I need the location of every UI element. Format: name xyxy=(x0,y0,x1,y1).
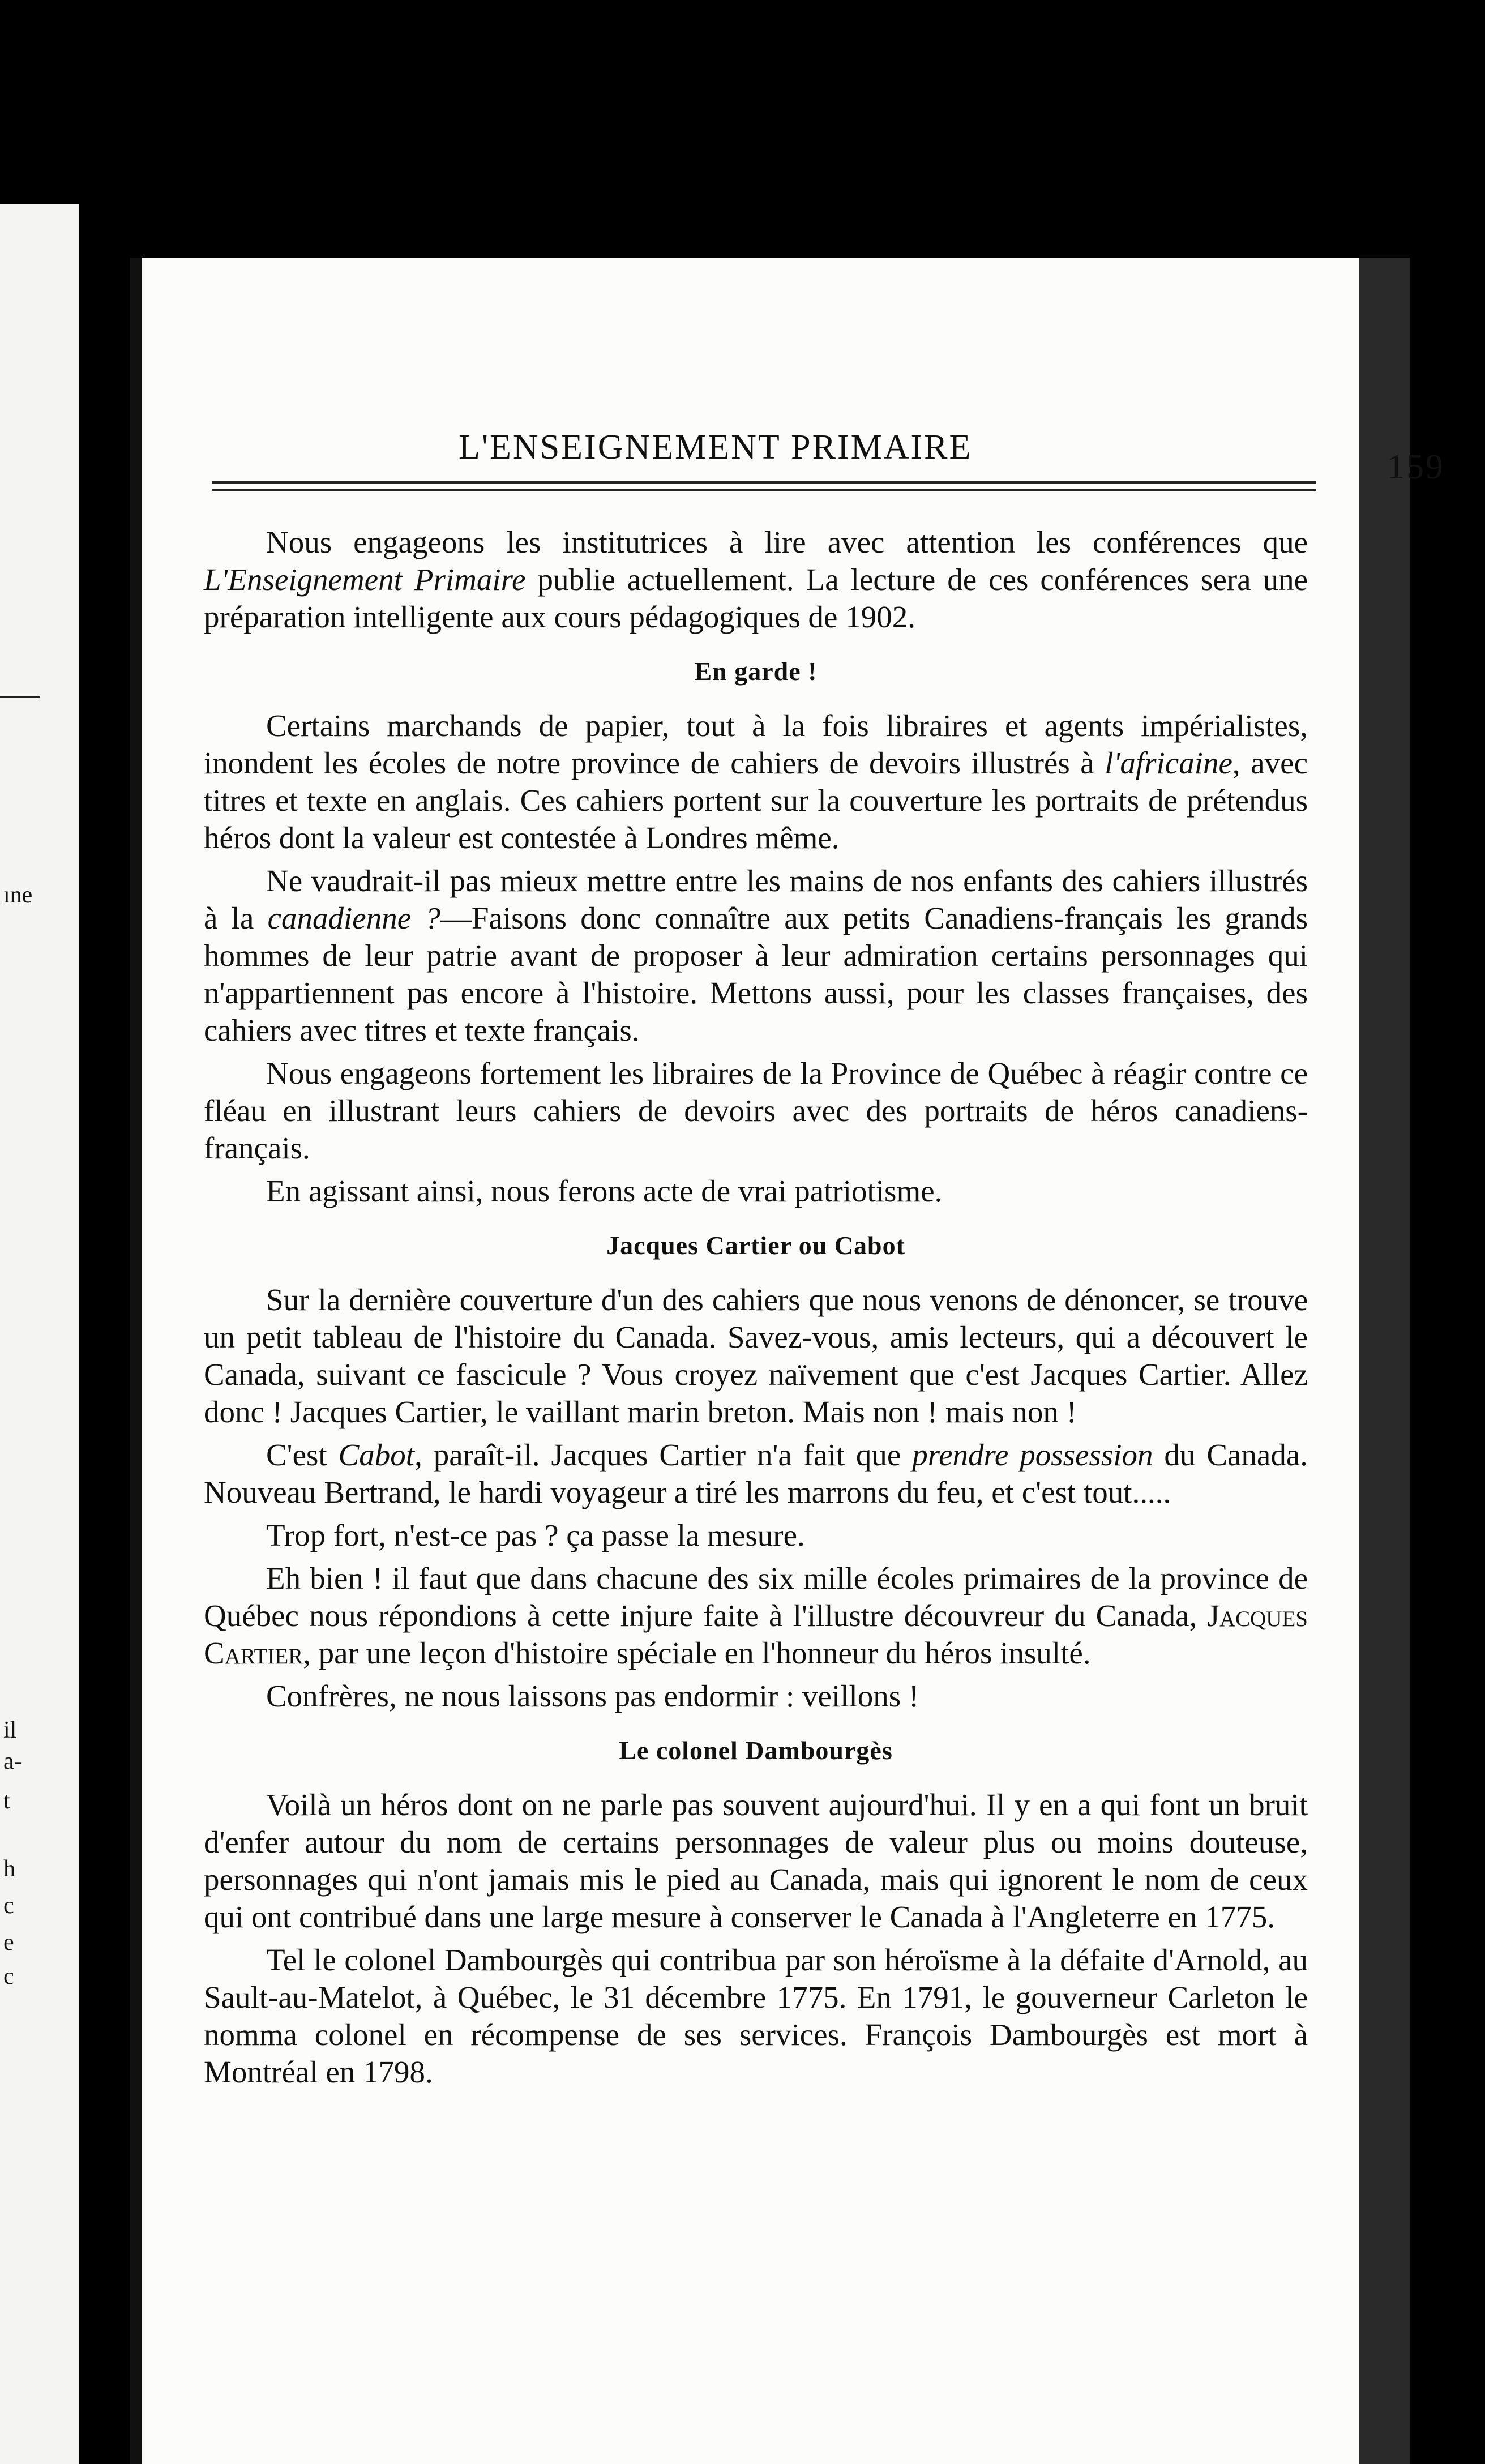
text-emphasis: canadienne ? xyxy=(267,901,440,935)
paragraph xyxy=(204,1436,1308,1511)
page-edge-shadow xyxy=(1359,258,1410,2464)
adjacent-page-fragment: a- xyxy=(3,1748,22,1774)
text-run: , par une leçon d'histoire spéciale en l'honneur du héros insulté. xyxy=(303,1636,1091,1670)
adjacent-page-strip xyxy=(0,204,79,2464)
text-run: Eh bien ! il faut que dans chacune des six mille écoles primaires de la province de Québec nous répondions à cette injure faite à l'illustre découvreur du Canada, xyxy=(204,1561,1308,1633)
text-emphasis: l'africaine xyxy=(1105,746,1232,780)
text-run: publie actuellement. La lecture de ces conférences sera une préparation intelligente aux cours pédagogiques de 1902. xyxy=(204,562,1308,634)
text-run: C'est xyxy=(266,1438,339,1472)
text-small-caps: Jacques Cartier xyxy=(204,1598,1308,1670)
paragraph xyxy=(204,707,1308,857)
paragraph xyxy=(204,862,1308,1049)
paragraph: Voilà un héros dont on ne parle pas souvent aujourd'hui. Il y en a qui font un bruit d'enfer autour du nom de certains personnages de valeur plus ou moins douteuse, personnages qui n'ont jamais mis le pied au Canada, mais qui ignorent le nom de ceux qui ont contribué dans une large mesure à conserver le Canada à l'Angleterre en 1775. xyxy=(204,1787,1308,1934)
paragraph: Sur la dernière couverture d'un des cahiers que nous venons de dénoncer, se trouve un petit tableau de l'histoire du Canada. Savez-vous, amis lecteurs, qui a découvert le Canada, suivant ce fascicule ? Vous croyez naïvement que c'est Jacques Cartier. Allez donc ! Jacques Cartier, le vaillant marin breton. Mais non ! mais non ! xyxy=(204,1282,1308,1429)
adjacent-page-fragment: c xyxy=(3,1893,14,1919)
text-run: —Faisons donc connaître aux petits Canadiens-français les grands hommes de leur patrie avant de proposer à leur admiration certains personnages qui n'appartiennent pas encore à l'histoire. Mettons aussi, pour les classes françaises, des cahiers avec titres et texte français. xyxy=(204,901,1308,1047)
paragraph: Confrères, ne nous laissons pas endormir : veillons ! xyxy=(266,1679,919,1713)
text-run: Certains marchands de papier, tout à la fois libraires et agents impérialistes, inondent les écoles de notre province de cahiers de devoirs illustrés à xyxy=(204,708,1308,780)
header-rule-line xyxy=(212,489,1316,491)
text-run: , paraît-il. Jacques Cartier n'a fait que xyxy=(414,1438,913,1472)
intro-paragraph xyxy=(204,524,1308,636)
adjacent-page-fragment: t xyxy=(3,1788,10,1814)
text-run: , avec titres et texte en anglais. Ces cahiers portent sur la couverture les portraits de prétendus héros dont la valeur est contestée à Londres même. xyxy=(204,746,1308,855)
paragraph: Nous engageons fortement les libraires de la Province de Québec à réagir contre ce fléau en illustrant leurs cahiers de devoirs avec des portraits de héros canadiens-français. xyxy=(204,1056,1308,1165)
book-page xyxy=(142,258,1445,2464)
adjacent-page-fragment: h xyxy=(3,1856,15,1882)
paragraph: Trop fort, n'est-ce pas ? ça passe la mesure. xyxy=(266,1518,805,1552)
adjacent-page-fragment: ıne xyxy=(3,882,33,908)
header-rule-line xyxy=(212,481,1316,484)
adjacent-page-rule xyxy=(0,696,40,698)
text-emphasis: Cabot xyxy=(338,1438,415,1472)
page-title: L'ENSEIGNEMENT PRIMAIRE xyxy=(459,428,973,467)
journal-title: L'Enseignement Primaire xyxy=(204,562,526,597)
text-emphasis: prendre possession xyxy=(912,1438,1153,1472)
section-heading-cartier-cabot: Jacques Cartier ou Cabot xyxy=(606,1231,905,1260)
paragraph xyxy=(204,1560,1308,1672)
paragraph: En agissant ainsi, nous ferons acte de vrai patriotisme. xyxy=(266,1174,943,1208)
adjacent-page-fragment: e xyxy=(3,1930,14,1956)
page-body xyxy=(204,524,1308,2097)
text-run: Ne vaudrait-il pas mieux mettre entre les mains de nos enfants des cahiers illustrés à la xyxy=(204,863,1308,935)
paragraph: Tel le colonel Dambourgès qui contribua par son héroïsme à la défaite d'Arnold, au Sault-au-Matelot, à Québec, le 31 décembre 1775. En 1791, le gouverneur Carleton le nomma colonel en récompense de ses services. François Dambourgès est mort à Montréal en 1798. xyxy=(204,1943,1308,2089)
text-run: du Canada. Nouveau Bertrand, le hardi voyageur a tiré les marrons du feu, et c'est tout..... xyxy=(204,1438,1308,1509)
text-run: Nous engageons les institutrices à lire avec attention les conférences que xyxy=(266,525,1308,559)
section-heading-en-garde: En garde ! xyxy=(694,657,818,686)
adjacent-page-fragment: il xyxy=(3,1717,17,1743)
adjacent-page-fragment: c xyxy=(3,1964,14,1990)
header-rule xyxy=(212,481,1316,493)
section-heading-dambourges: Le colonel Dambourgès xyxy=(619,1736,893,1765)
page-number: 159 xyxy=(1387,448,1445,486)
